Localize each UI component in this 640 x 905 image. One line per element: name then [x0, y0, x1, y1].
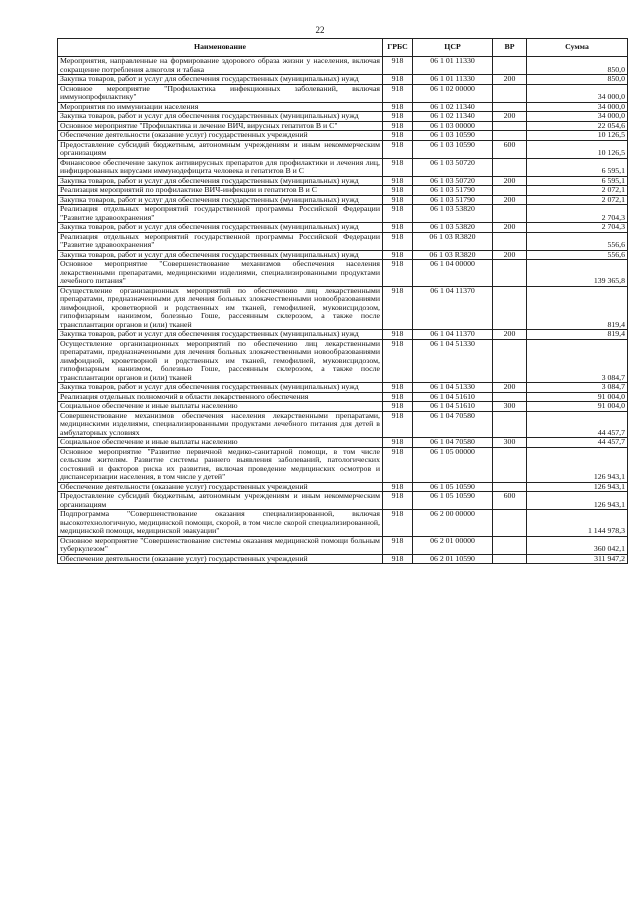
table-row: [58, 232, 628, 250]
row-grbs-cell: 918: [383, 232, 413, 250]
row-sum-cell: 819,4: [527, 286, 628, 330]
row-vr-cell: 200: [493, 176, 527, 186]
row-vr-cell: 200: [493, 195, 527, 205]
table-row: [58, 75, 628, 85]
row-vr-cell: [493, 510, 527, 537]
row-csr-cell: 06 1 03 50720: [413, 176, 493, 186]
row-grbs-cell: 918: [383, 223, 413, 233]
row-csr-cell: 06 1 02 11340: [413, 112, 493, 122]
table-row: [58, 140, 628, 158]
row-vr-cell: [493, 232, 527, 250]
row-grbs-cell: 918: [383, 250, 413, 260]
header-csr: ЦСР: [413, 39, 493, 57]
row-sum-cell: 819,4: [527, 330, 628, 340]
table-row: [58, 402, 628, 412]
row-name-cell: Закупка товаров, работ и услуг для обеспечения государственных (муниципальных) нужд: [58, 250, 383, 260]
row-sum-cell: 91 004,0: [527, 402, 628, 412]
row-sum-cell: 1 144 978,3: [527, 510, 628, 537]
row-grbs-cell: 918: [383, 102, 413, 112]
row-grbs-cell: 918: [383, 57, 413, 75]
row-csr-cell: 06 1 03 53820: [413, 205, 493, 223]
row-grbs-cell: 918: [383, 112, 413, 122]
row-name-cell: Реализация отдельных мероприятий государственной программы Российской Федерации "Развитие здравоохранения": [58, 232, 383, 250]
row-csr-cell: 06 1 03 10590: [413, 131, 493, 141]
row-csr-cell: 06 1 05 00000: [413, 447, 493, 482]
row-csr-cell: 06 1 02 11340: [413, 102, 493, 112]
row-grbs-cell: 918: [383, 75, 413, 85]
row-csr-cell: 06 2 01 00000: [413, 536, 493, 554]
row-vr-cell: 600: [493, 140, 527, 158]
row-csr-cell: 06 1 03 00000: [413, 121, 493, 131]
row-name-cell: Закупка товаров, работ и услуг для обеспечения государственных (муниципальных) нужд: [58, 75, 383, 85]
table-row: [58, 158, 628, 176]
row-name-cell: Обеспечение деятельности (оказание услуг) государственных учреждений: [58, 131, 383, 141]
row-name-cell: Закупка товаров, работ и услуг для обеспечения государственных (муниципальных) нужд: [58, 176, 383, 186]
row-grbs-cell: 918: [383, 383, 413, 393]
row-vr-cell: 200: [493, 112, 527, 122]
table-row: [58, 536, 628, 554]
row-grbs-cell: 918: [383, 339, 413, 383]
row-vr-cell: 200: [493, 250, 527, 260]
row-grbs-cell: 918: [383, 195, 413, 205]
row-name-cell: Основное мероприятие "Профилактика инфекционных заболеваний, включая иммунопрофилактику": [58, 84, 383, 102]
table-row: [58, 438, 628, 448]
row-grbs-cell: 918: [383, 330, 413, 340]
row-name-cell: Мероприятия по иммунизации населения: [58, 102, 383, 112]
row-csr-cell: 06 1 04 00000: [413, 260, 493, 287]
row-grbs-cell: 918: [383, 492, 413, 510]
table-header-row: [58, 39, 628, 57]
row-vr-cell: 300: [493, 438, 527, 448]
table-row: [58, 554, 628, 564]
row-name-cell: Финансовое обеспечение закупок антивирусных препаратов для профилактики и лечения лиц, инфицированных вирусами иммунодефицита человека и гепатитов В и С: [58, 158, 383, 176]
row-grbs-cell: 918: [383, 260, 413, 287]
row-csr-cell: 06 1 04 51610: [413, 402, 493, 412]
header-vr: ВР: [493, 39, 527, 57]
row-grbs-cell: 918: [383, 131, 413, 141]
row-csr-cell: 06 1 04 51610: [413, 392, 493, 402]
row-sum-cell: 2 072,1: [527, 195, 628, 205]
row-grbs-cell: 918: [383, 158, 413, 176]
table-row: [58, 286, 628, 330]
row-csr-cell: 06 1 04 51330: [413, 339, 493, 383]
row-name-cell: Социальное обеспечение и иные выплаты населению: [58, 402, 383, 412]
row-sum-cell: 34 000,0: [527, 84, 628, 102]
row-sum-cell: 139 365,8: [527, 260, 628, 287]
row-vr-cell: [493, 205, 527, 223]
row-vr-cell: [493, 57, 527, 75]
row-grbs-cell: 918: [383, 554, 413, 564]
table-row: [58, 131, 628, 141]
row-name-cell: Основное мероприятие "Профилактика и лечение ВИЧ, вирусных гепатитов В и С": [58, 121, 383, 131]
row-csr-cell: 06 1 03 51790: [413, 195, 493, 205]
row-grbs-cell: 918: [383, 482, 413, 492]
row-name-cell: Мероприятия, направленные на формирование здорового образа жизни у населения, включая сокращение потребления алкоголя и табака: [58, 57, 383, 75]
row-sum-cell: 850,0: [527, 75, 628, 85]
table-row: [58, 57, 628, 75]
row-name-cell: Основное мероприятие "Совершенствование системы оказания медицинской помощи больным туберкулезом": [58, 536, 383, 554]
row-name-cell: Обеспечение деятельности (оказание услуг) государственных учреждений: [58, 554, 383, 564]
row-sum-cell: 6 595,1: [527, 176, 628, 186]
row-csr-cell: 06 1 01 11330: [413, 57, 493, 75]
row-vr-cell: [493, 554, 527, 564]
row-sum-cell: 126 943,1: [527, 482, 628, 492]
row-vr-cell: [493, 286, 527, 330]
table-row: [58, 186, 628, 196]
row-vr-cell: [493, 121, 527, 131]
row-grbs-cell: 918: [383, 536, 413, 554]
row-csr-cell: 06 2 01 10590: [413, 554, 493, 564]
row-csr-cell: 06 1 03 R3820: [413, 232, 493, 250]
row-sum-cell: 44 457,7: [527, 411, 628, 438]
row-csr-cell: 06 1 05 10590: [413, 492, 493, 510]
row-name-cell: Совершенствование механизмов обеспечения населения лекарственными препаратами, медицинскими изделиями, специализированными продуктами лечебного питания для детей в амбулаторных условиях: [58, 411, 383, 438]
row-sum-cell: 3 084,7: [527, 383, 628, 393]
row-name-cell: Предоставление субсидий бюджетным, автономным учреждениям и иным некоммерческим организациям: [58, 492, 383, 510]
table-row: [58, 339, 628, 383]
row-sum-cell: 556,6: [527, 232, 628, 250]
table-row: [58, 330, 628, 340]
row-name-cell: Подпрограмма "Совершенствование оказания специализированной, включая высокотехнологичную, медицинской помощи, скорой, в том числе скорой специализированной, медицинской помощи, медицинской эвакуации": [58, 510, 383, 537]
row-vr-cell: 600: [493, 492, 527, 510]
table-row: [58, 84, 628, 102]
row-grbs-cell: 918: [383, 176, 413, 186]
table-row: [58, 492, 628, 510]
row-csr-cell: 06 1 03 50720: [413, 158, 493, 176]
row-grbs-cell: 918: [383, 510, 413, 537]
row-name-cell: Реализация отдельных мероприятий государственной программы Российской Федерации "Развитие здравоохранения": [58, 205, 383, 223]
row-vr-cell: 300: [493, 402, 527, 412]
row-sum-cell: 311 947,2: [527, 554, 628, 564]
row-csr-cell: 06 1 04 11370: [413, 286, 493, 330]
table-row: [58, 223, 628, 233]
row-sum-cell: 360 042,1: [527, 536, 628, 554]
row-grbs-cell: 918: [383, 121, 413, 131]
row-vr-cell: [493, 84, 527, 102]
row-name-cell: Реализация отдельных полномочий в области лекарственного обеспечения: [58, 392, 383, 402]
row-csr-cell: 06 1 01 11330: [413, 75, 493, 85]
row-sum-cell: 126 943,1: [527, 447, 628, 482]
row-csr-cell: 06 1 04 51330: [413, 383, 493, 393]
row-sum-cell: 34 000,0: [527, 112, 628, 122]
row-sum-cell: 126 943,1: [527, 492, 628, 510]
header-name: Наименование: [58, 39, 383, 57]
table-row: [58, 383, 628, 393]
row-sum-cell: 91 004,0: [527, 392, 628, 402]
row-csr-cell: 06 1 02 00000: [413, 84, 493, 102]
row-csr-cell: 06 1 03 51790: [413, 186, 493, 196]
row-name-cell: Обеспечение деятельности (оказание услуг) государственных учреждений: [58, 482, 383, 492]
row-name-cell: Закупка товаров, работ и услуг для обеспечения государственных (муниципальных) нужд: [58, 195, 383, 205]
row-name-cell: Реализация мероприятий по профилактике ВИЧ-инфекции и гепатитов В и С: [58, 186, 383, 196]
row-vr-cell: 200: [493, 75, 527, 85]
row-vr-cell: [493, 447, 527, 482]
row-vr-cell: 200: [493, 330, 527, 340]
table-row: [58, 510, 628, 537]
row-vr-cell: 200: [493, 383, 527, 393]
row-name-cell: Закупка товаров, работ и услуг для обеспечения государственных (муниципальных) нужд: [58, 330, 383, 340]
row-vr-cell: [493, 536, 527, 554]
row-name-cell: Закупка товаров, работ и услуг для обеспечения государственных (муниципальных) нужд: [58, 383, 383, 393]
row-sum-cell: 10 126,5: [527, 140, 628, 158]
table-row: [58, 260, 628, 287]
table-row: [58, 447, 628, 482]
row-name-cell: Предоставление субсидий бюджетным, автономным учреждениям и иным некоммерческим организациям: [58, 140, 383, 158]
row-grbs-cell: 918: [383, 438, 413, 448]
row-name-cell: Закупка товаров, работ и услуг для обеспечения государственных (муниципальных) нужд: [58, 223, 383, 233]
row-grbs-cell: 918: [383, 186, 413, 196]
row-sum-cell: 2 704,3: [527, 205, 628, 223]
row-grbs-cell: 918: [383, 140, 413, 158]
row-sum-cell: 44 457,7: [527, 438, 628, 448]
table-body: [58, 57, 628, 564]
header-grbs: ГРБС: [383, 39, 413, 57]
row-vr-cell: 200: [493, 223, 527, 233]
row-csr-cell: 06 1 03 R3820: [413, 250, 493, 260]
row-vr-cell: [493, 411, 527, 438]
row-grbs-cell: 918: [383, 286, 413, 330]
row-grbs-cell: 918: [383, 205, 413, 223]
row-csr-cell: 06 1 04 70580: [413, 411, 493, 438]
row-vr-cell: [493, 158, 527, 176]
row-csr-cell: 06 1 04 70580: [413, 438, 493, 448]
row-sum-cell: 6 595,1: [527, 158, 628, 176]
page-number: 22: [315, 25, 325, 35]
row-sum-cell: 556,6: [527, 250, 628, 260]
row-grbs-cell: 918: [383, 447, 413, 482]
row-vr-cell: [493, 339, 527, 383]
row-csr-cell: 06 1 03 10590: [413, 140, 493, 158]
row-vr-cell: [493, 186, 527, 196]
row-sum-cell: 22 054,6: [527, 121, 628, 131]
row-name-cell: Основное мероприятие "Совершенствование механизмов обеспечения населения лекарственными препаратами, медицинскими изделиями, специализированными продуктами лечебного питания": [58, 260, 383, 287]
row-name-cell: Осуществление организационных мероприятий по обеспечению лиц лекарственными препаратами, предназначенными для лечения больных злокачественными новообразованиями лимфоидной, кроветворной и родственных им тканей, гемофилией, муковисцидозом, гипофизарным нанизмом, болезнью Гоше, рассеянным склерозом, а также после трансплантации органов и (или) тканей: [58, 339, 383, 383]
row-name-cell: Основное мероприятие "Развитие первичной медико-санитарной помощи, в том числе сельским жителям. Развитие системы раннего выявления заболеваний, патологических состояний и факторов риска их развития, включая проведение медицинских осмотров и диспансеризации населения, в том числе у детей": [58, 447, 383, 482]
row-sum-cell: 34 000,0: [527, 102, 628, 112]
budget-table: [57, 38, 628, 564]
row-vr-cell: [493, 260, 527, 287]
row-csr-cell: 06 1 04 11370: [413, 330, 493, 340]
table-row: [58, 205, 628, 223]
row-vr-cell: [493, 131, 527, 141]
row-grbs-cell: 918: [383, 392, 413, 402]
table-row: [58, 411, 628, 438]
row-csr-cell: 06 1 03 53820: [413, 223, 493, 233]
row-grbs-cell: 918: [383, 411, 413, 438]
row-sum-cell: 2 704,3: [527, 223, 628, 233]
row-name-cell: Социальное обеспечение и иные выплаты населению: [58, 438, 383, 448]
row-sum-cell: 10 126,5: [527, 131, 628, 141]
row-grbs-cell: 918: [383, 84, 413, 102]
row-name-cell: Закупка товаров, работ и услуг для обеспечения государственных (муниципальных) нужд: [58, 112, 383, 122]
row-sum-cell: 2 072,1: [527, 186, 628, 196]
row-sum-cell: 3 084,7: [527, 339, 628, 383]
row-name-cell: Осуществление организационных мероприятий по обеспечению лиц лекарственными препаратами, предназначенными для лечения больных злокачественными новообразованиями лимфоидной, кроветворной и родственных им тканей, гемофилией, муковисцидозом, гипофизарным нанизмом, болезнью Гоше, рассеянным склерозом, а также после трансплантации органов и (или) тканей: [58, 286, 383, 330]
table-row: [58, 112, 628, 122]
row-csr-cell: 06 1 05 10590: [413, 482, 493, 492]
header-sum: Сумма: [527, 39, 628, 57]
row-grbs-cell: 918: [383, 402, 413, 412]
row-csr-cell: 06 2 00 00000: [413, 510, 493, 537]
row-sum-cell: 850,0: [527, 57, 628, 75]
